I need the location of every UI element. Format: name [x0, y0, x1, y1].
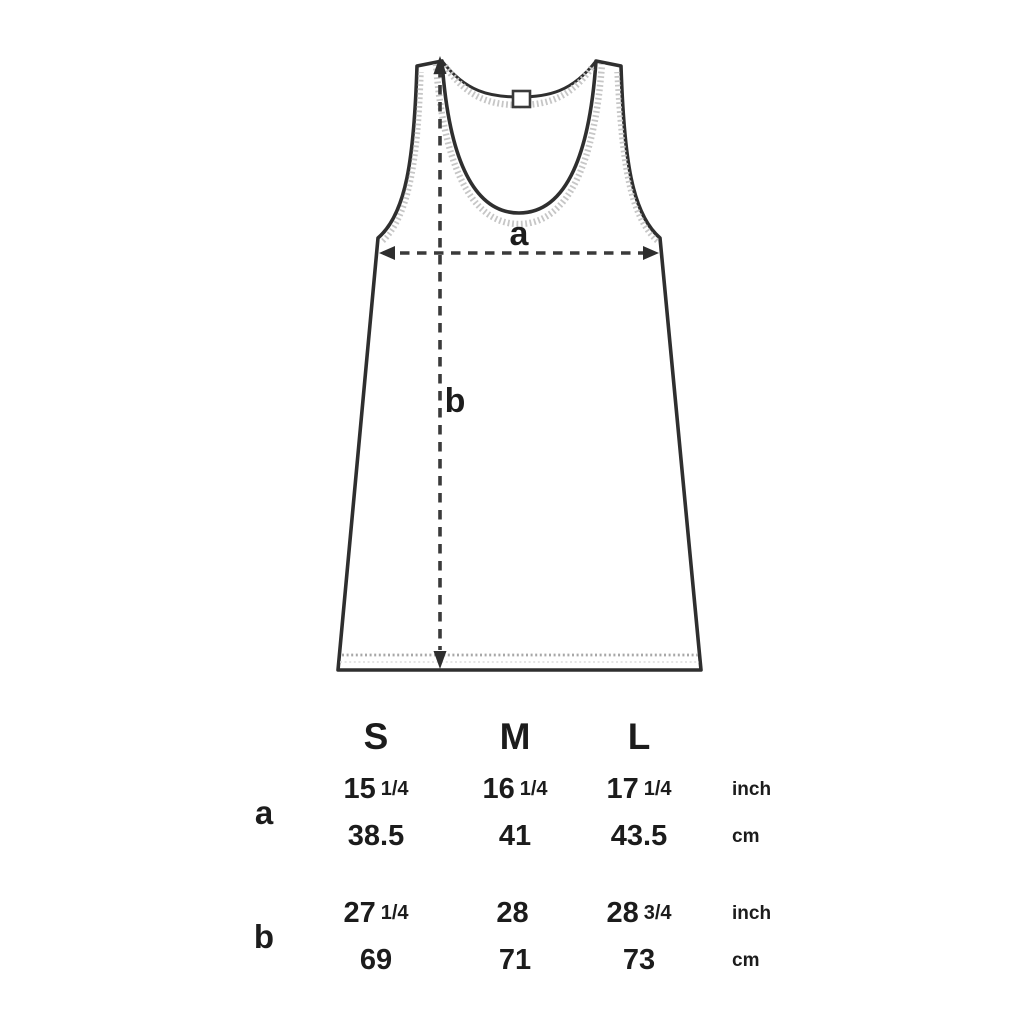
value-a-l-inch: 17 1/4	[606, 773, 672, 805]
header-spacer	[698, 708, 818, 766]
value-a-s-inch: 15 1/4	[343, 773, 409, 805]
garment-silhouette	[338, 61, 701, 670]
units-row-b	[698, 890, 818, 984]
value-b-l	[580, 890, 698, 984]
table-row-gap	[226, 860, 818, 890]
value-b-m	[450, 890, 580, 984]
header-spacer	[226, 708, 302, 766]
unit-cm-label: cm	[732, 949, 760, 971]
value-b-s-inch: 27 1/4	[343, 897, 409, 929]
value-a-s	[302, 766, 450, 860]
unit-inch-label: inch	[732, 778, 772, 800]
size-table	[226, 708, 818, 984]
unit-inch-label: inch	[732, 902, 772, 924]
value-a-l-cm: 43.5	[610, 820, 668, 852]
row-label-b: b	[253, 918, 275, 955]
value-b-m-cm: 71	[498, 944, 532, 976]
size-header-l: L	[627, 716, 651, 757]
value-a-m	[450, 766, 580, 860]
neck-label-tag	[513, 91, 530, 107]
value-a-l	[580, 766, 698, 860]
value-b-m-inch: 28	[496, 897, 529, 929]
unit-cm-label: cm	[732, 825, 760, 847]
size-header-s: S	[363, 716, 389, 757]
value-a-m-inch: 16 1/4	[482, 773, 548, 805]
dimension-b-label: b	[444, 382, 466, 420]
value-a-m-cm: 41	[498, 820, 532, 852]
value-b-l-cm: 73	[622, 944, 656, 976]
units-row-a	[698, 766, 818, 860]
value-b-l-inch: 28 3/4	[606, 897, 672, 929]
value-a-s-cm: 38.5	[347, 820, 405, 852]
size-header-m: M	[499, 716, 531, 757]
value-b-s	[302, 890, 450, 984]
row-label-a: a	[254, 794, 274, 831]
dimension-a-label: a	[509, 215, 529, 253]
tank-top-outline	[338, 61, 701, 670]
value-b-s-cm: 69	[359, 944, 393, 976]
